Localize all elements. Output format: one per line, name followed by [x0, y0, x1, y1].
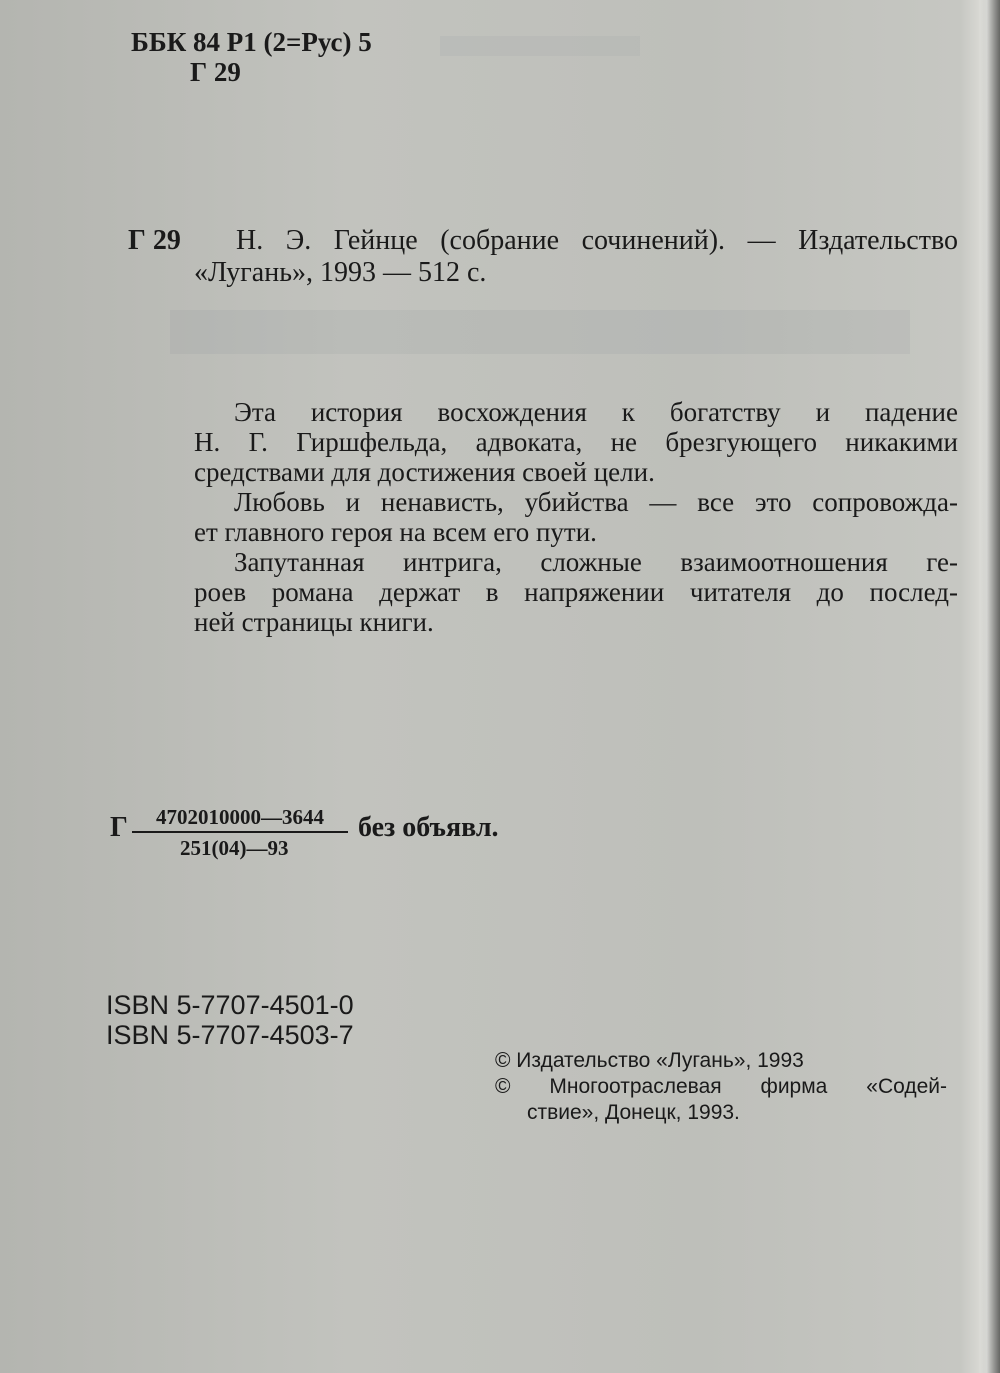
annotation-line: ет главного героя на всем его пути. — [194, 517, 597, 547]
annotation-line: средствами для достижения своей цели. — [194, 457, 655, 487]
bibliographic-reference — [194, 225, 958, 289]
reference-line: «Лугань», 1993 — 512 с. — [194, 257, 487, 288]
page-edge-shadow — [978, 0, 1000, 1373]
isbn-line: ISBN 5-7707-4501-0 — [106, 990, 354, 1020]
bleed-through-band — [170, 310, 910, 354]
copyright-line: ствие», Донецк, 1993. — [527, 1101, 740, 1124]
annotation-line: роев романа держат в напряжении читателя до послед- — [194, 577, 958, 607]
copyright-line: © Многоотраслевая фирма «Содей- — [495, 1075, 947, 1098]
index-numerator: 4702010000—3644 — [132, 806, 348, 833]
reference-code: Г 29 — [128, 225, 181, 256]
reference-line: Н. Э. Гейнце (собрание сочинений). — Издательство — [236, 225, 958, 256]
index-letter: Г — [110, 812, 128, 843]
isbn-line: ISBN 5-7707-4503-7 — [106, 1020, 354, 1050]
index-denominator: 251(04)—93 — [180, 836, 289, 860]
index-suffix: без объявл. — [358, 812, 499, 843]
copyright-line: © Издательство «Лугань», 1993 — [495, 1049, 804, 1072]
bleed-through-band — [440, 36, 640, 56]
annotation-line: Н. Г. Гиршфельда, адвоката, не брезгующего никакими — [194, 427, 958, 457]
bbk-classification: ББК 84 Р1 (2=Рус) 5 — [131, 27, 372, 57]
isbn-block — [106, 990, 354, 1050]
index-fraction — [132, 806, 352, 859]
author-mark: Г 29 — [190, 57, 241, 87]
annotation-line: ней страницы книги. — [194, 607, 434, 637]
annotation-line: Любовь и ненависть, убийства — все это сопровожда- — [234, 487, 958, 517]
annotation — [194, 397, 958, 637]
annotation-line: Запутанная интрига, сложные взаимоотношения ге- — [234, 547, 958, 577]
copyright-block — [495, 1048, 947, 1126]
annotation-line: Эта история восхождения к богатству и падение — [234, 397, 958, 427]
